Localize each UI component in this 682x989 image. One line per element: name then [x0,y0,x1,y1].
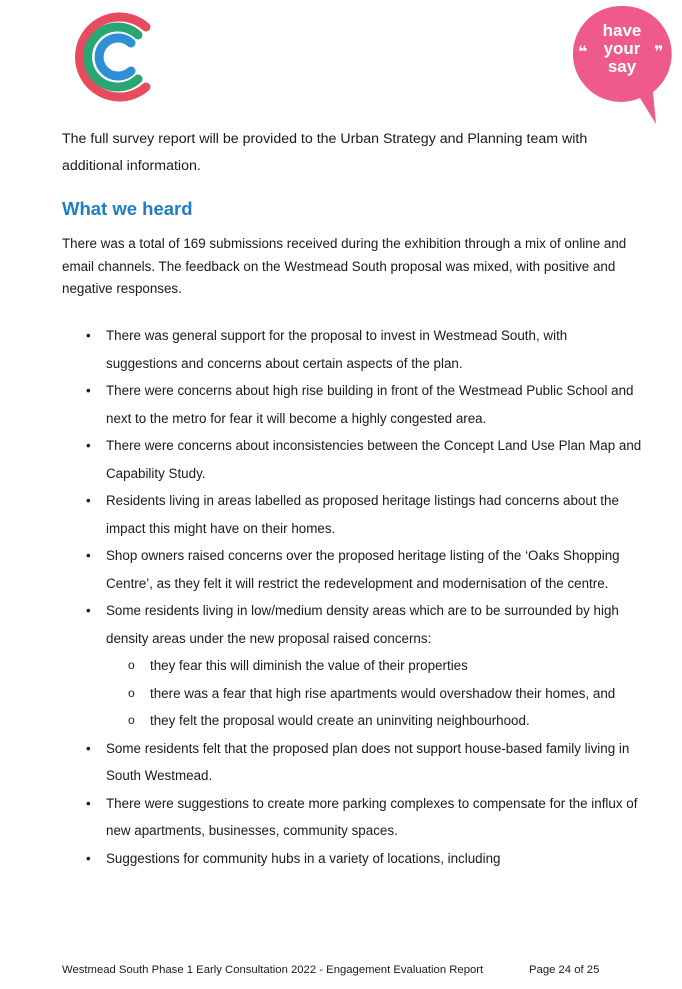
bullet-icon: • [86,328,91,343]
badge-text [588,22,656,76]
sub-list-item: o they fear this will diminish the value of their properties [106,652,642,680]
sub-list-item: o there was a fear that high rise apartments would overshadow their homes, and [106,680,642,708]
list-item: • There were concerns about inconsistencies between the Concept Land Use Plan Map and Capability Study. [62,432,642,487]
intro-text: The full survey report will be provided to the Urban Strategy and Planning team with additional information. [62,131,588,174]
list-item: • Some residents living in low/medium density areas which are to be surrounded by high density areas under the new proposal raised concerns: o they fear this will diminish the value of their properties o there was a fear that high rise apartments would overshadow their homes, and o they felt the proposal would create an uninviting neighbourhood. [62,597,642,735]
list-item: • There was general support for the proposal to invest in Westmead South, with suggestions and concerns about certain aspects of the plan. [62,322,642,377]
list-item: • There were concerns about high rise building in front of the Westmead Public School and next to the metro for fear it will become a highly congested area. [62,377,642,432]
close-quote-icon: ❞ [654,44,664,61]
circle-bullet-icon: o [128,658,135,672]
bullet-icon: • [86,795,91,811]
footer-title: Westmead South Phase 1 Early Consultation 2022 - Engagement Evaluation Report [62,964,484,976]
list-item: • Some residents felt that the proposed plan does not support house-based family living in South Westmead. [62,735,642,790]
list-item: • Suggestions for community hubs in a variety of locations, including [62,845,642,873]
bullet-icon: • [86,740,91,756]
bullet-icon: • [86,850,91,866]
circle-bullet-icon: o [128,685,135,700]
badge-line-1: have [602,21,642,40]
page-number: Page 24 of 25 [529,964,600,976]
bullet-icon: • [86,603,91,618]
council-c-logo-icon [64,5,160,109]
bullet-icon: • [86,383,91,398]
list-item: • There were suggestions to create more parking complexes to compensate for the influx of new apartments, businesses, community spaces. [62,790,642,845]
list-item: • Residents living in areas labelled as proposed heritage listings had concerns about the impact this might have on their homes. [62,487,642,542]
circle-bullet-icon: o [128,713,135,727]
badge-line-2: your [603,39,641,58]
open-quote-icon: ❝ [578,44,588,61]
badge-line-3: say [607,57,637,76]
feedback-list [62,322,642,872]
bullet-icon: • [86,493,91,508]
list-item: • Shop owners raised concerns over the proposed heritage listing of the ‘Oaks Shopping Centre’, as they felt it will restrict the redevelopment and modernisation of the centre. [62,542,642,597]
sub-list [106,652,642,735]
have-your-say-badge [570,2,676,128]
section-heading: What we heard [62,198,193,219]
bullet-icon: • [86,438,91,453]
bullet-icon: • [86,548,91,563]
sub-list-item: o they felt the proposal would create an uninviting neighbourhood. [106,707,642,735]
summary-paragraph: There was a total of 169 submissions received during the exhibition through a mix of online and email channels. The feedback on the Westmead South proposal was mixed, with positive and negative responses. [62,236,627,296]
